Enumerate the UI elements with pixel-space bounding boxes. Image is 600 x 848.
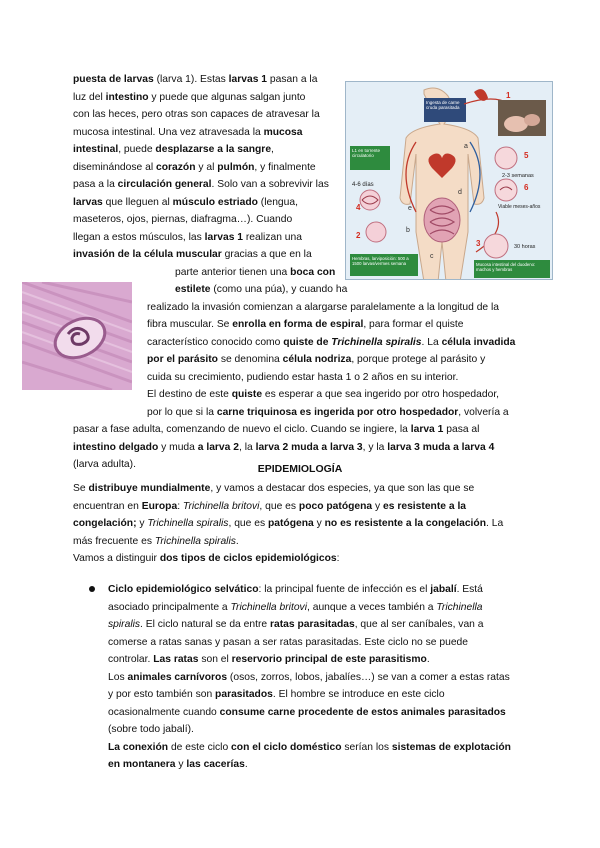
figure-caption-females: Hembras, larviposición: 500 a 1500 larvas/vermes semana xyxy=(352,256,409,266)
section-heading-epidemiologia: EPIDEMIOLOGÍA xyxy=(257,463,343,475)
text-line: característico conocido como quiste de Trichinella spiralis. La célula invadida xyxy=(147,336,516,348)
cyst-micrograph xyxy=(22,282,132,390)
text-line: Vamos a distinguir dos tipos de ciclos epidemiológicos: xyxy=(73,553,340,564)
text-line: fibra muscular. Se enrolla en forma de espiral, para formar el quiste xyxy=(147,319,464,330)
text-line: y por esto también son parasitados. El hombre se introduce en este ciclo xyxy=(108,689,445,700)
text-line: por lo que si la carne triquinosa es ingerida por otro hospedador, volvería a xyxy=(147,406,509,418)
figure-number: 6 xyxy=(524,183,529,192)
figure-number: 2 xyxy=(356,231,361,240)
text-line: intestinal, puede desplazarse a la sangre, xyxy=(73,144,274,155)
text-line: pasa a la circulación general. Solo van a sobrevivir las xyxy=(73,179,329,190)
figure-caption-hours: 30 horas xyxy=(514,244,536,250)
text-line: larvas que lleguen al músculo estriado (lengua, xyxy=(73,196,298,208)
text-line: diseminándose al corazón y al pulmón, y finalmente xyxy=(73,161,316,173)
text-line: maseteros, ojos, piernas, diafragma…). Cuando xyxy=(73,214,293,225)
figure-caption-days: 4-6 días xyxy=(352,182,374,188)
life-cycle-figure xyxy=(345,81,553,280)
figure-caption-weeks: 2-3 semanas xyxy=(502,173,534,179)
figure-caption-mucosa: Mucosa intestinal del duodeno: machos y hembras xyxy=(476,262,536,272)
cyst-micrograph-illustration xyxy=(22,282,132,390)
text-line: puesta de larvas (larva 1). Estas larvas 1 pasan a la xyxy=(73,74,318,85)
text-line: encuentran en Europa: Trichinella britovi, que es poco patógena y es resistente a la xyxy=(73,500,467,512)
text-line: (sobre todo jabalí). xyxy=(108,724,194,735)
text-line: cuida su crecimiento, pudiendo estar hasta 1 o 2 años en su interior. xyxy=(147,371,459,383)
text-line: mucosa intestinal. Una vez atravesada la mucosa xyxy=(73,126,303,138)
text-line: luz del intestino y puede que algunas salgan junto xyxy=(73,91,306,103)
text-line: Se distribuye mundialmente, y vamos a destacar dos especies, ya que son las que se xyxy=(73,483,475,494)
figure-number: 1 xyxy=(506,91,511,100)
text-line: El destino de este quiste es esperar a que sea ingerido por otro hospedador, xyxy=(147,389,500,400)
text-line: en montanera y las cacerías. xyxy=(108,759,248,770)
text-line: Los animales carnívoros (osos, zorros, lobos, jabalíes…) se van a comer a estas ratas xyxy=(108,671,510,683)
text-line: intestino delgado y muda a larva 2, la larva 2 muda a larva 3, y la larva 3 muda a larva 4 xyxy=(73,441,495,453)
text-line: asociado principalmente a Trichinella britovi, aunque a veces también a Trichinella xyxy=(108,601,483,613)
figure-number: 5 xyxy=(524,151,529,160)
text-line: estilete (como una púa), y cuando ha xyxy=(175,284,348,295)
figure-number: 4 xyxy=(356,203,361,212)
figure-letter: b xyxy=(406,227,410,234)
text-line: (larva adulta). xyxy=(73,459,136,470)
text-line: Ciclo epidemiológico selvático: la principal fuente de infección es el jabalí. Está xyxy=(108,584,483,595)
text-line: más frecuente es Trichinella spiralis. xyxy=(73,535,239,547)
text-line: invasión de la célula muscular gracias a que en la xyxy=(73,249,312,260)
figure-letter: a xyxy=(464,143,468,150)
text-line: controlar. Las ratas son el reservorio principal de este parasitismo. xyxy=(108,654,430,665)
text-line: congelación; y Trichinella spiralis, que es patógena y no es resistente a la congelación. La xyxy=(73,518,504,529)
figure-caption-circulation: L1 en torrente circulatorio xyxy=(352,148,381,158)
text-line: llegan a estos músculos, las larvas 1 realizan una xyxy=(73,231,302,243)
bullet-marker xyxy=(89,586,95,592)
figure-letter: e xyxy=(408,205,412,212)
figure-caption-viable: Viable meses-años xyxy=(498,204,541,210)
text-line: La conexión de este ciclo con el ciclo doméstico serían los sistemas de explotación xyxy=(108,741,511,753)
figure-letter: c xyxy=(430,253,434,260)
text-line: comerse a ratas sanas y pasan a ser ratas parasitadas. Este ciclo no se puede xyxy=(108,636,469,648)
figure-caption-ingesta: Ingesta de carne cruda parasitada xyxy=(426,100,460,110)
text-line: pasar a fase adulta, comenzando de nuevo el ciclo. Cuando se ingiere, la larva 1 pasa al xyxy=(73,424,480,435)
text-line: por el parásito se denomina célula nodriza, porque protege al parásito y xyxy=(147,354,486,365)
text-line: ocasionalmente cuando consume carne procedente de estos animales parasitados xyxy=(108,706,506,718)
text-line: spiralis. El ciclo natural se da entre ratas parasitadas, que al ser caníbales, van a xyxy=(108,619,484,630)
text-line: con las heces, pero otras son capaces de atravesar la xyxy=(73,109,320,120)
figure-number: 3 xyxy=(476,239,481,248)
figure-letter: d xyxy=(458,189,462,196)
text-line: parte anterior tienen una boca con xyxy=(175,266,336,278)
text-line: realizado la invasión comienzan a alargarse paralelamente a la longitud de la xyxy=(147,301,500,313)
